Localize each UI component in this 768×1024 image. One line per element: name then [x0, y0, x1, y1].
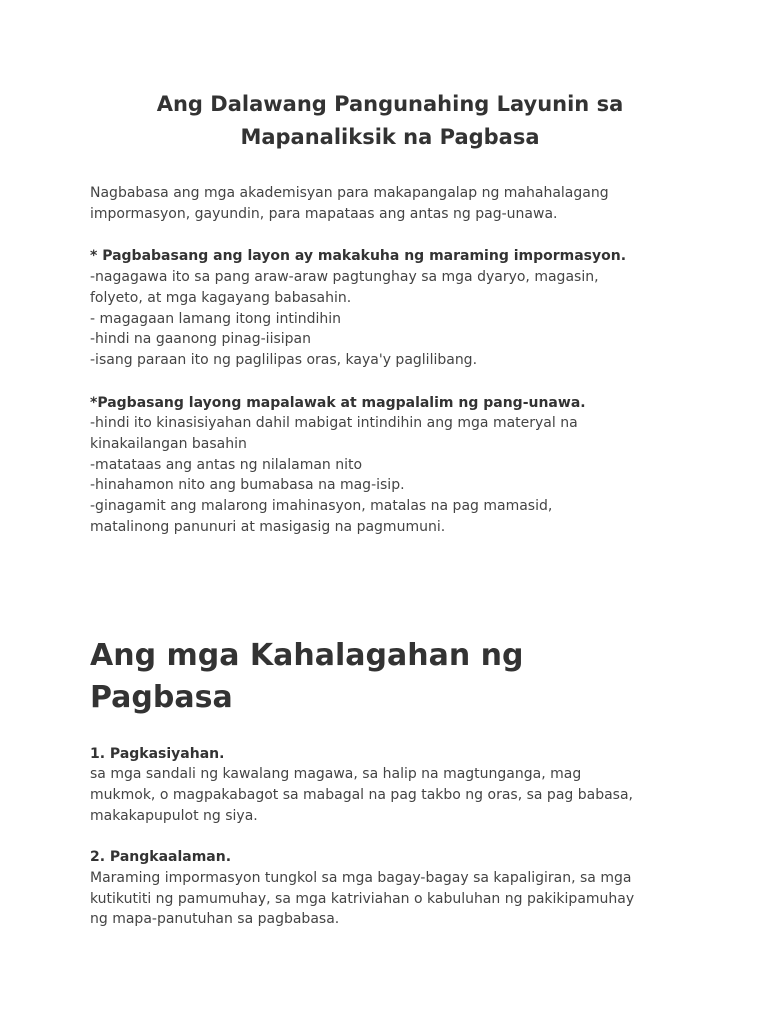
purpose-heading-information: * Pagbabasang ang layon ay makakuha ng maraming impormasyon. — [90, 248, 627, 265]
section-title-line: Pagbasa — [90, 679, 233, 715]
purpose-line: -ginagamit ang malarong imahinasyon, matalas na pag mamasid, — [90, 498, 553, 515]
purpose-line: -hindi na gaanong pinag-iisipan — [90, 331, 311, 348]
intro-line: Nagbabasa ang mga akademisyan para makapangalap ng mahahalagang — [90, 185, 609, 201]
list-item-line: sa mga sandali ng kawalang magawa, sa halip na magtunganga, mag — [90, 766, 582, 783]
document-title — [90, 88, 690, 154]
list-item-line: kutikutiti ng pamumuhay, sa mga katriviahan o kabuluhan ng pakikipamuhay — [90, 890, 635, 907]
list-item-line: ng mapa-panutuhan sa pagbabasa. — [90, 911, 340, 928]
purpose-line: -matataas ang antas ng nilalaman nito — [90, 456, 363, 473]
purpose-line: -hindi ito kinasisiyahan dahil mabigat intindihin ang mga materyal na — [90, 415, 578, 432]
section-title-line: Ang mga Kahalagahan ng — [90, 637, 524, 673]
purpose-line: kinakailangan basahin — [90, 436, 247, 453]
list-item-heading: 2. Pangkaalaman. — [90, 849, 232, 866]
purpose-line: matalinong panunuri at masigasig na pagmumuni. — [90, 518, 446, 535]
intro-paragraph — [90, 183, 690, 224]
document-title-line: Mapanaliksik na Pagbasa — [240, 125, 540, 149]
document-title-line: Ang Dalawang Pangunahing Layunin sa — [156, 92, 624, 116]
purpose-block-understanding — [90, 393, 690, 538]
list-item-line: makakapupulot ng siya. — [90, 807, 258, 824]
section-title — [90, 635, 690, 719]
list-item-heading: 1. Pagkasiyahan. — [90, 745, 225, 762]
purpose-line: -nagagawa ito sa pang araw-araw pagtunghay sa mga dyaryo, magasin, — [90, 269, 599, 286]
purpose-heading-understanding: *Pagbasang layong mapalawak at magpalalim ng pang-unawa. — [90, 394, 586, 411]
purpose-line: folyeto, at mga kagayang babasahin. — [90, 289, 352, 306]
list-item-line: Maraming impormasyon tungkol sa mga bagay-bagay sa kapaligiran, sa mga — [90, 870, 632, 887]
document-content — [90, 88, 690, 930]
intro-line: impormasyon, gayundin, para mapataas ang antas ng pag-unawa. — [90, 205, 558, 222]
list-item — [90, 744, 690, 827]
purpose-block-information — [90, 246, 690, 370]
purpose-line: -isang paraan ito ng paglilipas oras, kaya'y paglilibang. — [90, 351, 478, 368]
list-item-line: mukmok, o magpakabagot sa mabagal na pag takbo ng oras, sa pag babasa, — [90, 786, 633, 803]
purpose-line: - magagaan lamang itong intindihin — [90, 310, 342, 327]
purpose-line: -hinahamon nito ang bumabasa na mag-isip. — [90, 477, 405, 494]
list-item — [90, 847, 690, 930]
